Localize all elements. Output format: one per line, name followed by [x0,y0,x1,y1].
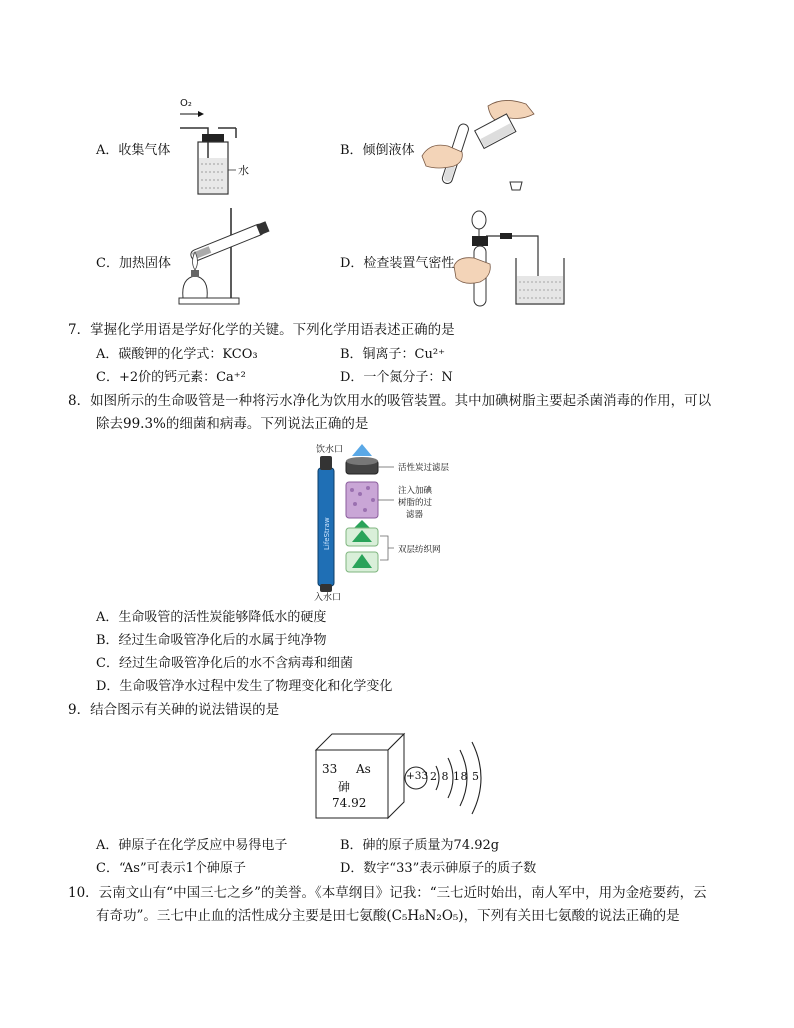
q6-option-d[interactable]: D．检查装置气密性 [340,256,455,271]
mesh-layer-label: 双层纺织网 [398,545,441,555]
water-label: 水 [238,164,249,177]
q9-stem: 9．结合图示有关砷的说法错误的是 [68,702,280,718]
element-symbol: As [356,762,371,776]
inlet-label: 入水口 [314,593,342,603]
o2-label: O₂ [180,98,192,109]
q9-option-c[interactable]: C．“As”可表示1个砷原子 [96,861,246,876]
atom-structure-figure [400,736,500,820]
q7-stem: 7．掌握化学用语是学好化学的关键。下列化学用语表述正确的是 [68,322,455,338]
q7-option-d[interactable]: D．一个氮分子：N [340,370,453,385]
q9-option-b[interactable]: B．砷的原子质量为74.92g [340,838,500,853]
q7-option-a[interactable]: A．碳酸钾的化学式：KCO₃ [96,347,258,362]
resin-layer-label-1: 注入加碘 [398,486,433,496]
atomic-mass: 74.92 [332,796,367,810]
q7-option-b[interactable]: B．铜离子：Cu²⁺ [340,347,445,362]
q6-option-b[interactable]: B．倾倒液体 [340,143,415,158]
nucleus-charge: +33 [406,770,429,782]
heating-solid-figure [165,204,275,308]
electron-shells: 2 8 18 5 [430,770,480,783]
element-cell-figure [312,730,412,822]
q8-stem-line1: 8．如图所示的生命吸管是一种将污水净化为饮用水的吸管装置。其中加碘树脂主要起杀菌消毒的作用，可以 [68,393,712,409]
q9-option-d[interactable]: D．数字“33”表示砷原子的质子数 [340,861,537,876]
straw-brand: LifeStraw [323,517,331,550]
q10-stem-line1: 10．云南文山有“中国三七之乡”的美誉。《本草纲目》记我：“三七近时始出，南人军中，用为金疮要药，云 [68,885,707,901]
q7-option-c[interactable]: C．+2价的钙元素：Ca⁺² [96,370,246,385]
resin-layer-label-2: 树脂的过 [398,498,433,508]
q8-option-d[interactable]: D．生命吸管净水过程中发生了物理变化和化学变化 [96,679,393,694]
q10-stem-line2: 有奇功”。三七中止血的活性成分主要是田七氨酸(C₅H₈N₂O₅)，下列有关田七氨酸的说法正确的是 [96,908,680,924]
q8-stem-line2: 除去99.3%的细菌和病毒。下列说法正确的是 [96,416,369,432]
q6-option-a[interactable]: A．收集气体 [96,143,171,158]
airtightness-figure [452,206,572,312]
atomic-number: 33 [322,762,338,776]
lifestraw-figure [310,440,480,602]
q8-option-c[interactable]: C．经过生命吸管净化后的水不含病毒和细菌 [96,656,353,671]
resin-layer-label-3: 滤器 [406,510,424,520]
q9-option-a[interactable]: A．砷原子在化学反应中易得电子 [96,838,288,853]
q6-option-c[interactable]: C．加热固体 [96,256,171,271]
q8-option-b[interactable]: B．经过生命吸管净化后的水属于纯净物 [96,633,327,648]
element-name: 砷 [338,780,351,794]
q8-option-a[interactable]: A．生命吸管的活性炭能够降低水的硬度 [96,610,327,625]
pouring-liquid-figure [418,92,538,200]
gas-collection-figure [178,92,258,198]
outlet-label: 饮水口 [316,445,344,455]
carbon-layer-label: 活性炭过滤层 [398,463,450,473]
